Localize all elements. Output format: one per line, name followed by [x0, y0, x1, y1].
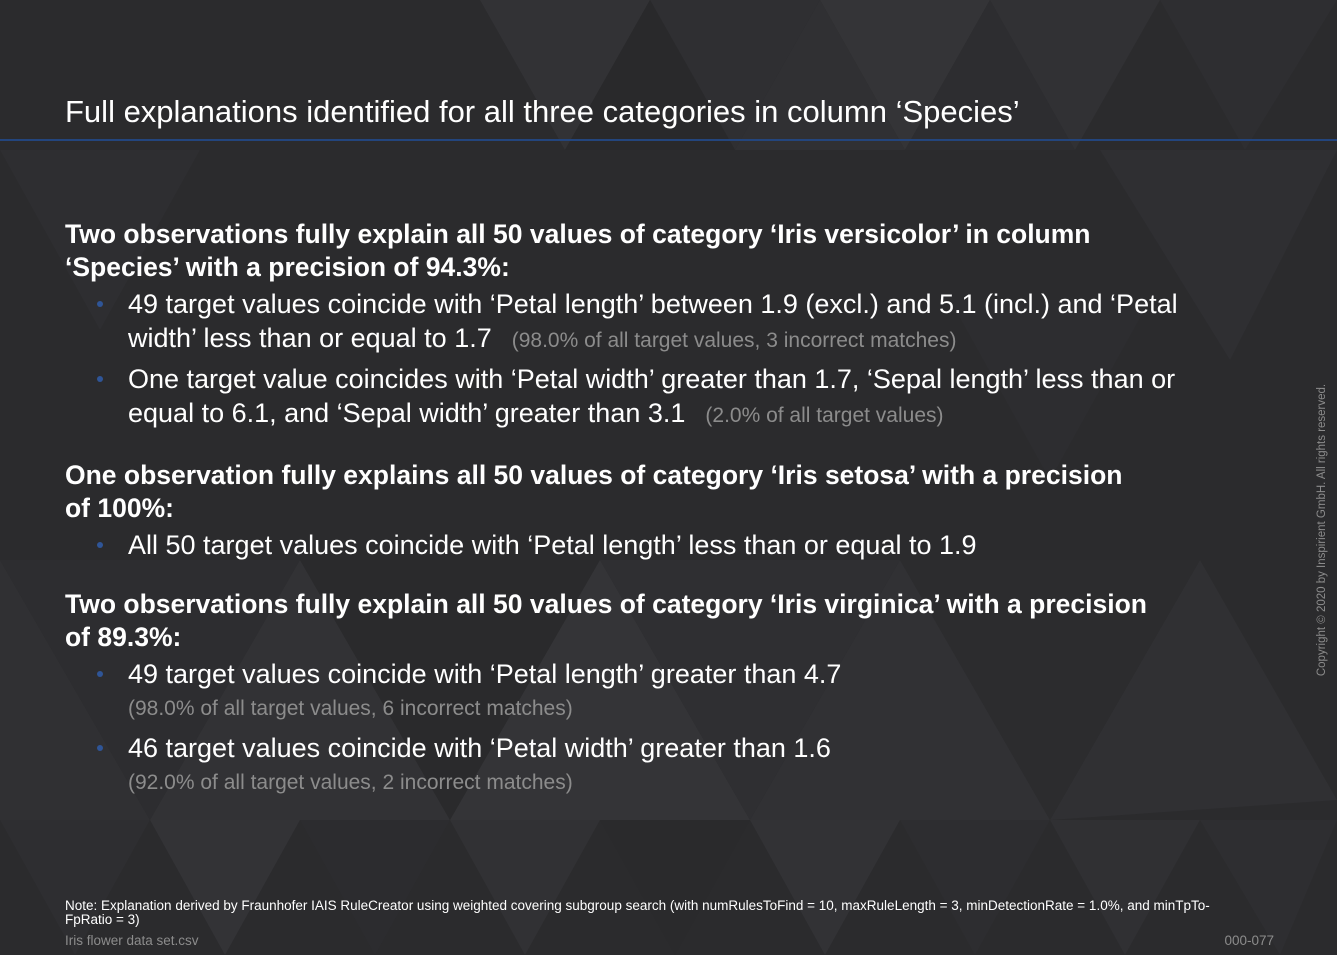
heading-line: of 89.3%: [65, 622, 182, 652]
footnote-line: FpRatio = 3) [65, 912, 140, 927]
heading-line: ‘Species’ with a precision of 94.3%: [65, 252, 510, 282]
observation-list [65, 657, 1240, 801]
footnote-line: Note: Explanation derived by Fraunhofer IAIS RuleCreator using weighted covering subgroup search (with numRulesToFind = 10, maxRuleLength = 3, minDetectionRate = 1.0%, and minTpTo- [65, 898, 1210, 913]
bullet-icon [97, 301, 103, 307]
copyright-notice: Copyright © 2020 by Inspirient GmbH. All rights reserved. [1316, 383, 1328, 677]
heading-line: of 100%: [65, 493, 174, 523]
observation-item [65, 528, 1240, 562]
page-number: 000-077 [1224, 933, 1274, 948]
observation-text: 49 target values coincide with ‘Petal length’ greater than 4.7 [128, 659, 842, 689]
explanations-content [65, 218, 1240, 805]
observation-note: (98.0% of all target values, 3 incorrect matches) [511, 329, 957, 352]
observation-text: 49 target values coincide with ‘Petal length’ between 1.9 (excl.) and 5.1 (incl.) and ‘Petal [128, 289, 1178, 319]
bullet-icon [97, 671, 103, 677]
heading-line: Two observations fully explain all 50 values of category ‘Iris virginica’ with a precision [65, 589, 1147, 619]
observation-item [65, 731, 1240, 801]
observation-note: (2.0% of all target values) [705, 404, 944, 427]
observation-note: (92.0% of all target values, 2 incorrect matches) [128, 771, 573, 794]
observation-text: All 50 target values coincide with ‘Petal length’ less than or equal to 1.9 [128, 530, 977, 560]
bullet-icon [97, 376, 103, 382]
slide-title: Full explanations identified for all three categories in column ‘Species’ [65, 94, 1020, 129]
observation-text: width’ less than or equal to 1.7 [128, 323, 492, 353]
title-divider [0, 139, 1337, 141]
observation-list [65, 528, 1240, 562]
heading-line: One observation fully explains all 50 values of category ‘Iris setosa’ with a precision [65, 460, 1123, 490]
method-footnote [65, 899, 1270, 927]
observation-item [65, 362, 1240, 433]
section-heading [65, 218, 1240, 284]
heading-line: Two observations fully explain all 50 values of category ‘Iris versicolor’ in column [65, 219, 1091, 249]
observation-note: (98.0% of all target values, 6 incorrect matches) [128, 697, 573, 720]
observation-list [65, 287, 1240, 433]
observation-item [65, 287, 1240, 358]
section-iris-virginica [65, 588, 1240, 801]
observation-text: equal to 6.1, and ‘Sepal width’ greater than 3.1 [128, 398, 686, 428]
observation-item [65, 657, 1240, 727]
observation-text: 46 target values coincide with ‘Petal width’ greater than 1.6 [128, 733, 831, 763]
data-source: Iris flower data set.csv [65, 933, 199, 948]
section-iris-versicolor [65, 218, 1240, 433]
section-heading [65, 588, 1240, 654]
bullet-icon [97, 542, 103, 548]
section-heading [65, 459, 1240, 525]
section-iris-setosa [65, 459, 1240, 562]
observation-text: One target value coincides with ‘Petal width’ greater than 1.7, ‘Sepal length’ less than or [128, 364, 1176, 394]
bullet-icon [97, 745, 103, 751]
